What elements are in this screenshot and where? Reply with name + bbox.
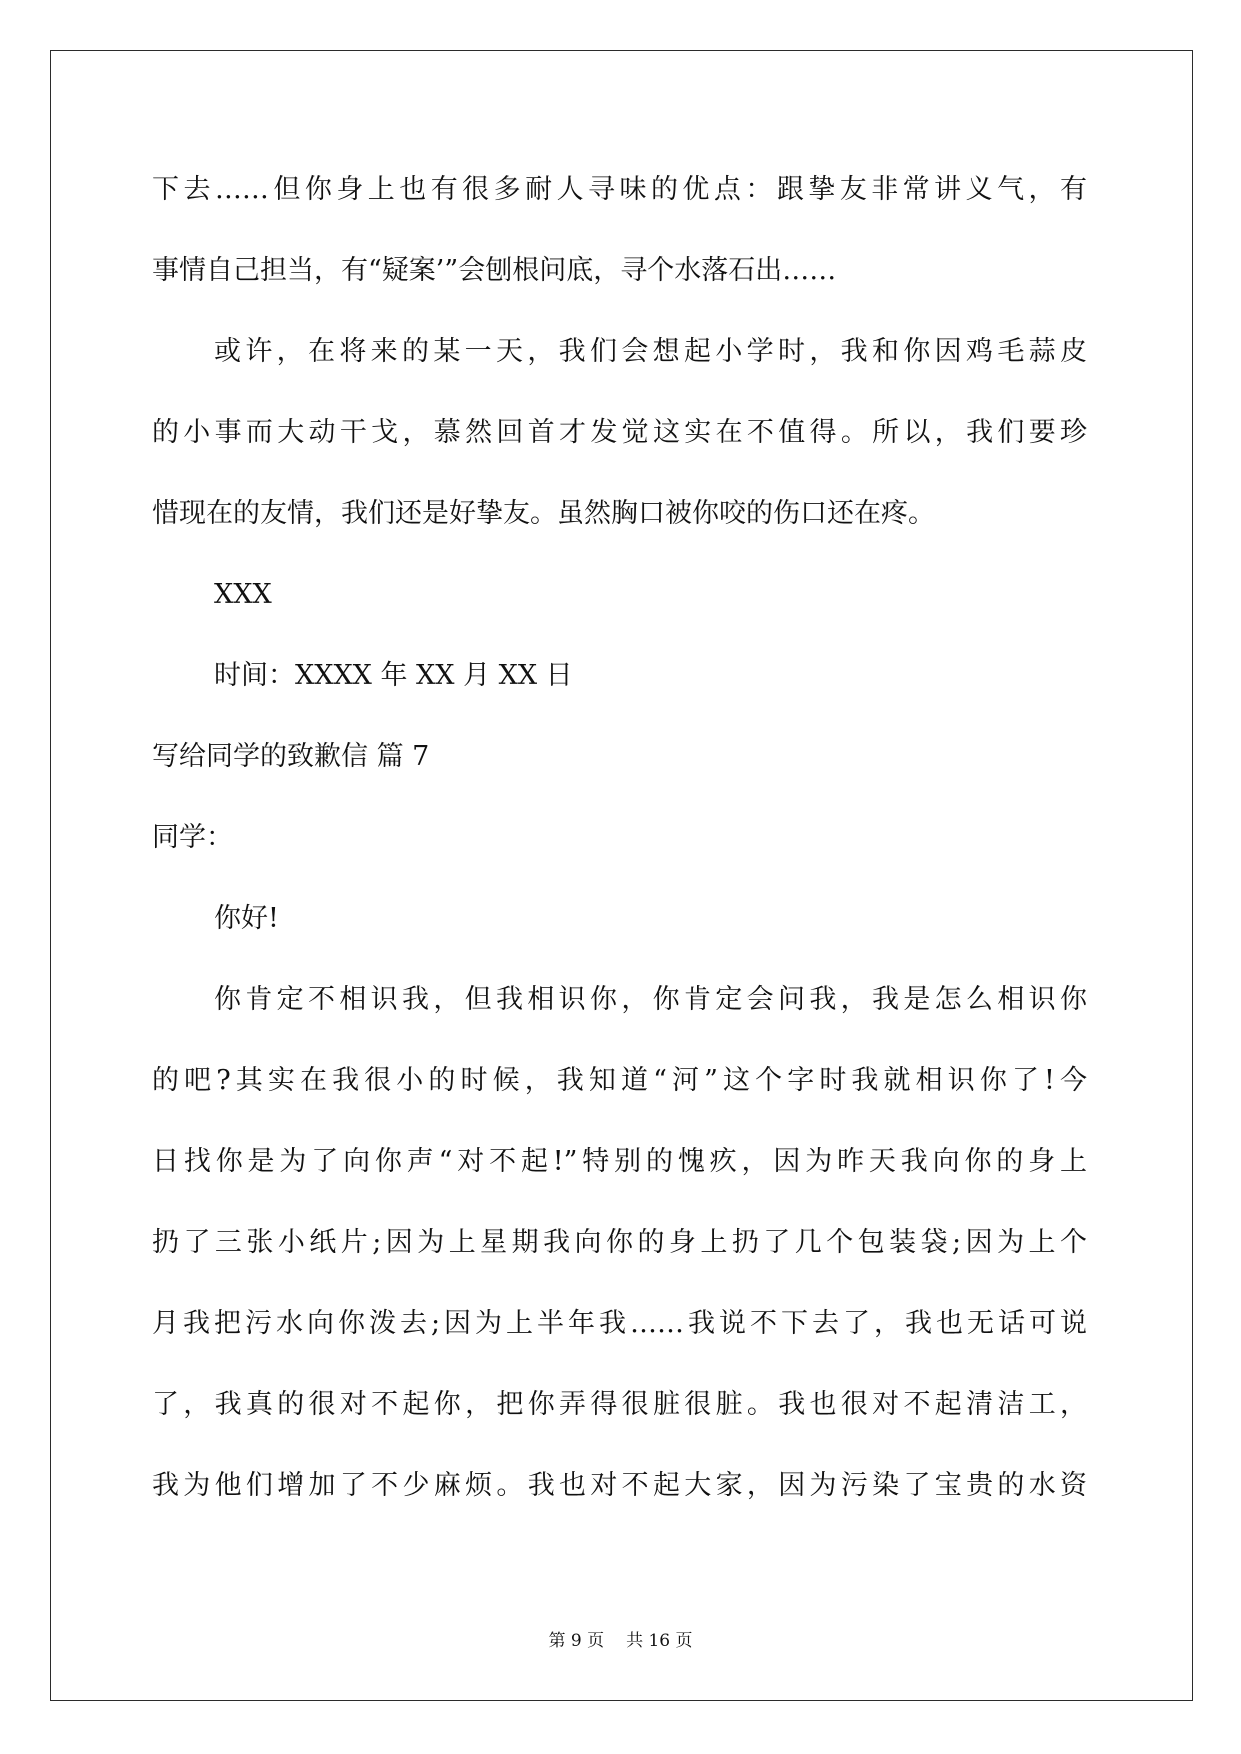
body-line: 扔了三张小纸片;因为上星期我向你的身上扔了几个包装袋;因为上个 xyxy=(152,1227,1087,1258)
body-line: 我为他们增加了不少麻烦。我也对不起大家，因为污染了宝贵的水资 xyxy=(152,1470,1087,1501)
body-line: 的吧?其实在我很小的时候，我知道“河”这个字时我就相识你了!今 xyxy=(152,1065,1087,1096)
page-border xyxy=(50,50,1193,1701)
greeting-line: 你好! xyxy=(214,903,279,934)
body-line: 你肯定不相识我，但我相识你，你肯定会问我，我是怎么相识你 xyxy=(214,984,1087,1015)
body-line: 日找你是为了向你声“对不起!”特别的愧疚，因为昨天我向你的身上 xyxy=(152,1146,1087,1177)
body-line: 或许，在将来的某一天，我们会想起小学时，我和你因鸡毛蒜皮 xyxy=(214,336,1087,367)
date-line: 时间：XXXX 年 XX 月 XX 日 xyxy=(214,660,573,691)
page-total: 共 16 页 xyxy=(626,1631,693,1651)
salutation-line: 同学： xyxy=(152,822,233,853)
body-line: 事情自己担当，有“疑案’”会刨根问底，寻个水落石出…… xyxy=(152,255,837,286)
body-line: 月我把污水向你泼去;因为上半年我……我说不下去了，我也无话可说 xyxy=(152,1308,1087,1339)
body-line: 的小事而大动干戈，慕然回首才发觉这实在不值得。所以，我们要珍 xyxy=(152,417,1087,448)
page-footer xyxy=(0,1633,1241,1650)
body-line: 了，我真的很对不起你，把你弄得很脏很脏。我也很对不起清洁工， xyxy=(152,1389,1087,1420)
signature-line: XXX xyxy=(214,579,272,610)
section-heading: 写给同学的致歉信 篇 7 xyxy=(152,741,430,772)
page-number: 第 9 页 xyxy=(548,1631,605,1651)
body-line: 惜现在的友情，我们还是好挚友。虽然胸口被你咬的伤口还在疼。 xyxy=(152,498,935,529)
body-line: 下去……但你身上也有很多耐人寻味的优点：跟挚友非常讲义气，有 xyxy=(152,174,1087,205)
